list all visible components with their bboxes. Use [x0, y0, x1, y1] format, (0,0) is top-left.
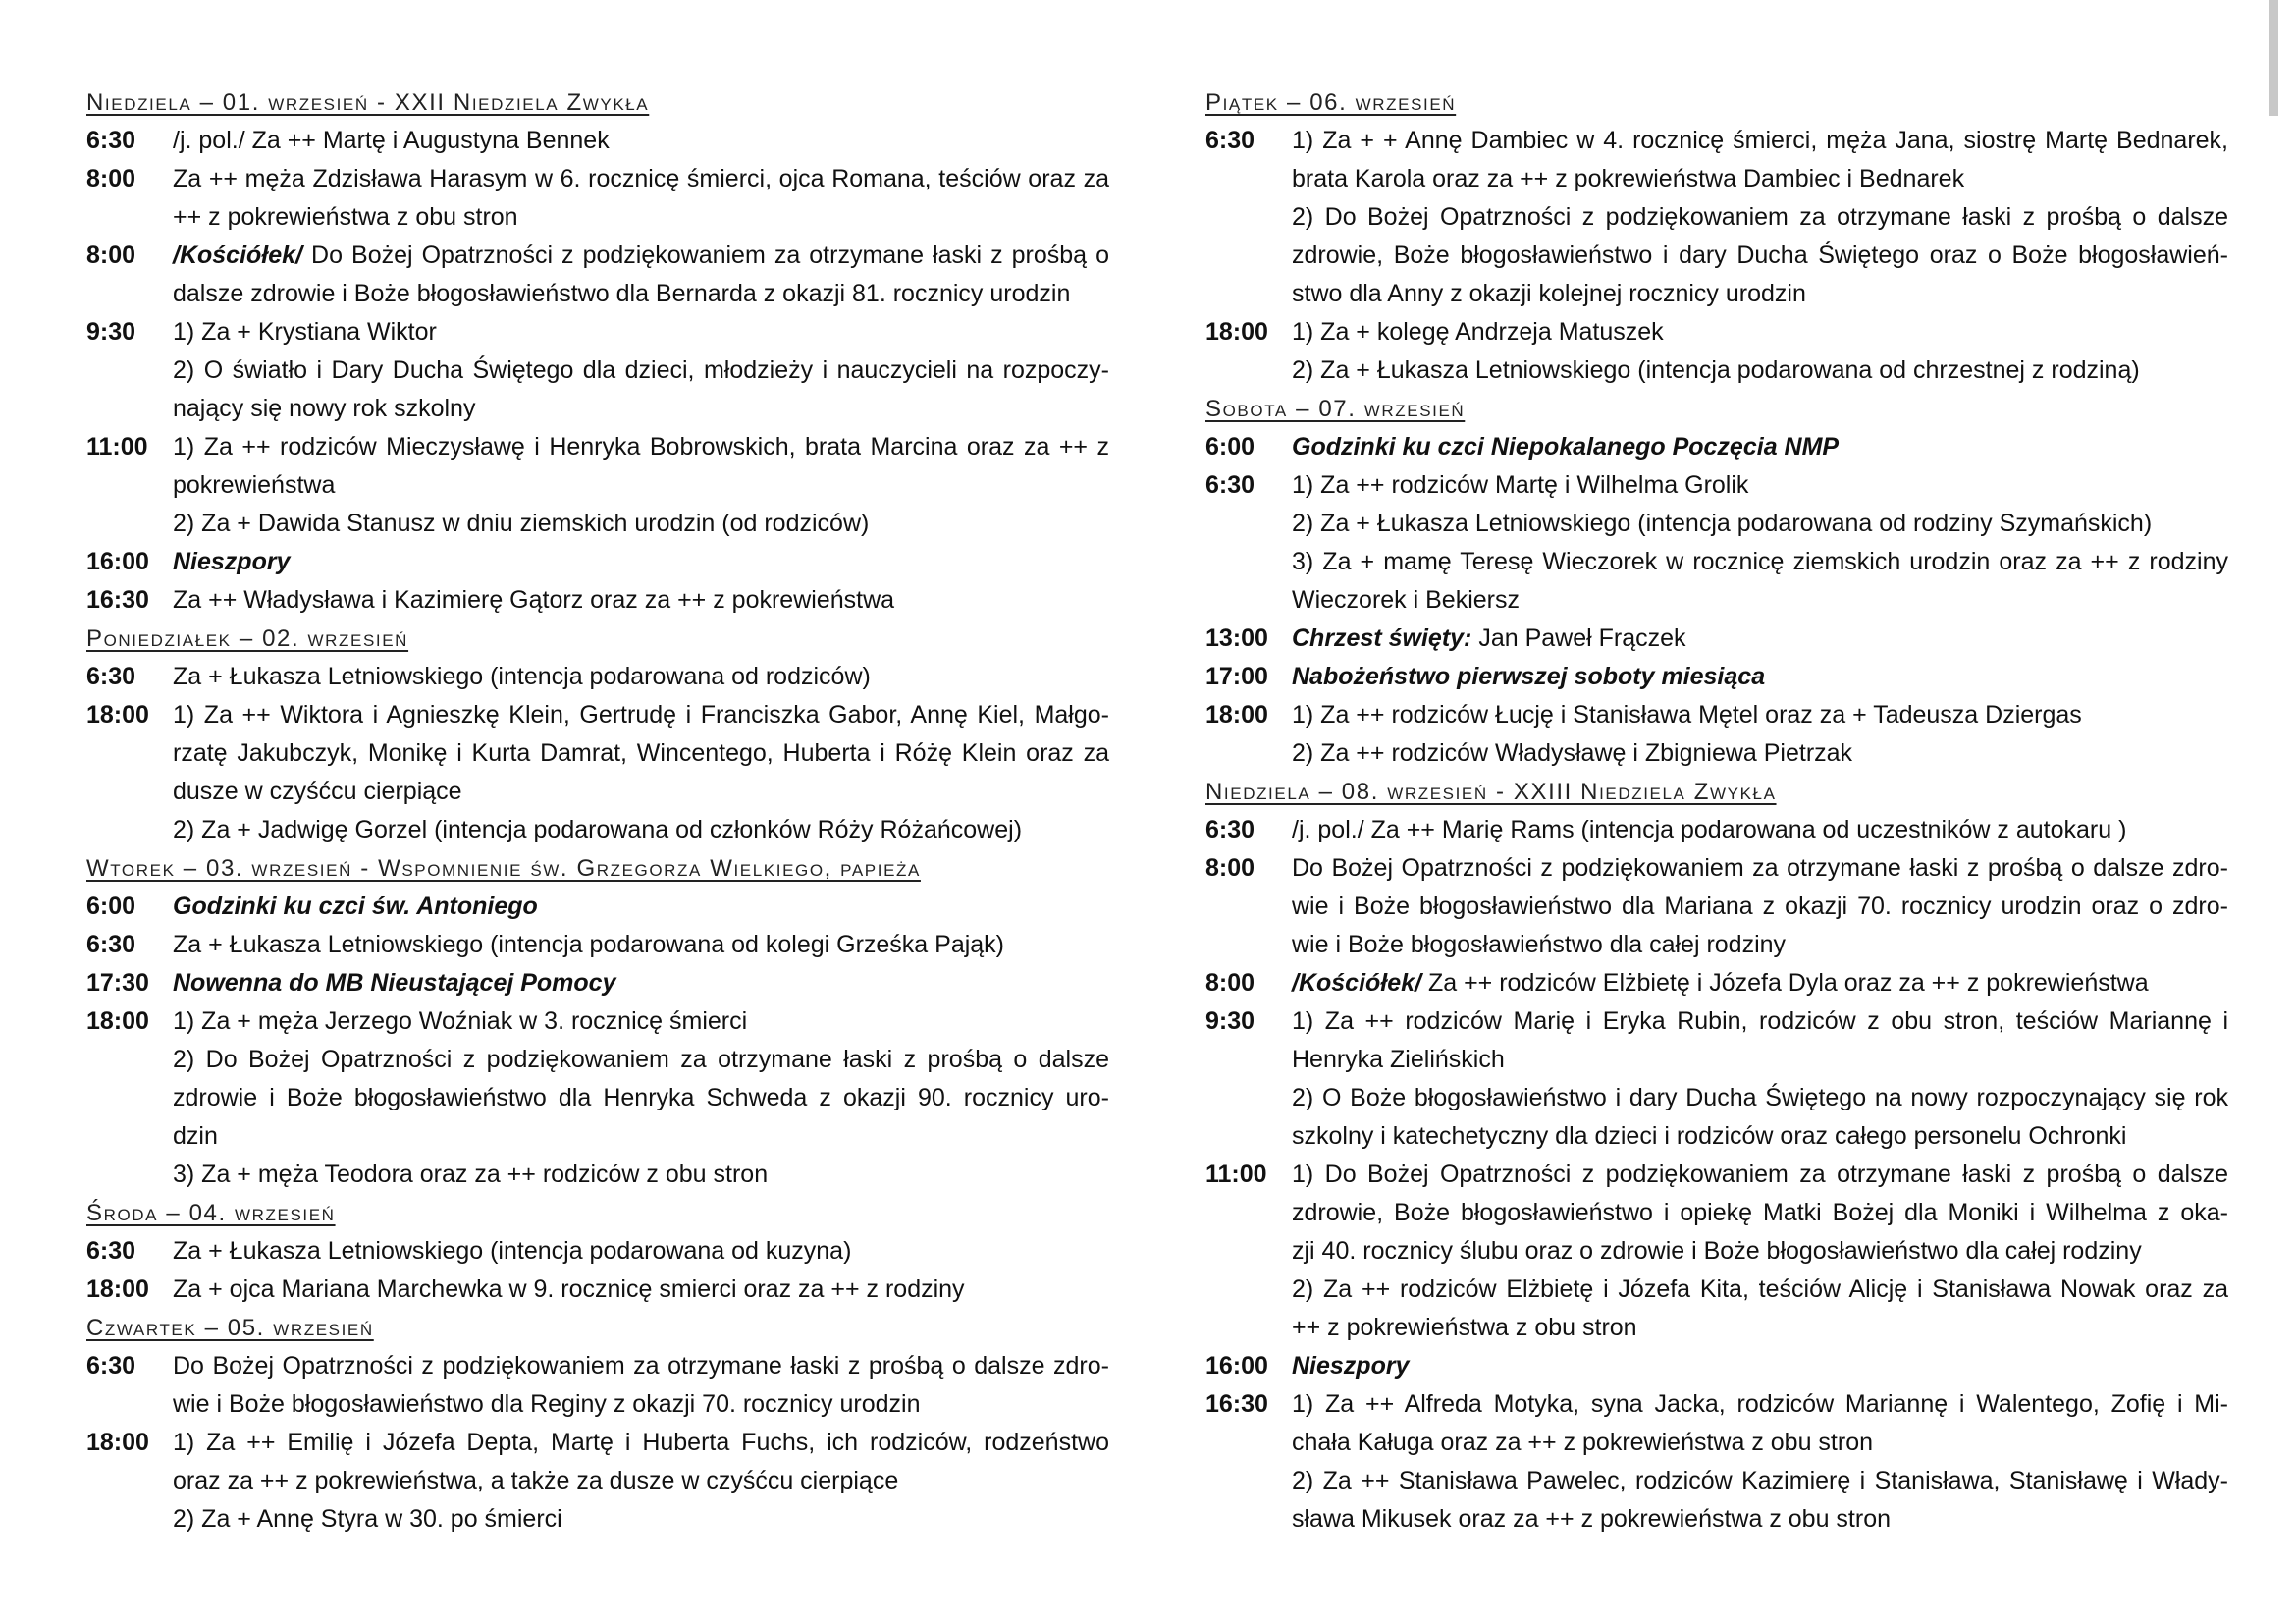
mass-intention	[1292, 620, 2228, 658]
intention-text: Jan Paweł Frączek	[1471, 624, 1686, 652]
day-heading: Piątek – 06. wrzesień	[1205, 89, 1457, 116]
intention-line	[1292, 1347, 2228, 1385]
intention-text: 1) Za ++ rodziców Martę i Wilhelma Grolik	[1292, 471, 1749, 499]
intention-text: 2) Do Bożej Opatrzności z podziękowaniem za otrzymane łaski z prośbą o dalsze	[173, 1046, 1109, 1073]
intention-line	[1292, 849, 2228, 888]
intention-text: 1) Za ++ rodziców Marię i Eryka Rubin, rodziców z obu stron, teściów Mariannę i	[1292, 1007, 2228, 1035]
intention-line	[1292, 543, 2228, 581]
intention-text: 1) Za ++ Alfreda Motyka, syna Jacka, rodziców Mariannę i Walentego, Zofię i Mi-	[1292, 1390, 2228, 1418]
intention-line	[173, 888, 1109, 926]
intention-text: 2) Za + Jadwigę Gorzel (intencja podarowana od członków Róży Różańcowej)	[173, 816, 1023, 843]
intention-text: ++ z pokrewieństwa z obu stron	[173, 203, 518, 231]
intention-line	[173, 1347, 1109, 1385]
mass-entry	[86, 237, 1109, 313]
intention-text: 2) Za + Łukasza Letniowskiego (intencja podarowana od rodziny Szymańskich)	[1292, 510, 2153, 537]
mass-time: 11:00	[86, 433, 148, 460]
mass-time: 6:30	[86, 931, 136, 958]
intention-line	[173, 1232, 1109, 1271]
mass-intention	[173, 658, 1109, 696]
intention-text: 2) Za + Dawida Stanusz w dniu ziemskich urodzin (od rodziców)	[173, 510, 870, 537]
intention-line	[173, 160, 1109, 198]
mass-time: 8:00	[86, 165, 136, 192]
mass-intention	[1292, 313, 2228, 390]
intention-line	[173, 428, 1109, 466]
left-column	[86, 83, 1109, 1539]
intention-line	[1292, 1500, 2228, 1539]
intention-text: rzatę Jakubczyk, Monikę i Kurta Damrat, Wincentego, Huberta i Różę Klein oraz za	[173, 739, 1109, 767]
mass-time: 6:00	[1205, 433, 1255, 460]
intention-line	[173, 1271, 1109, 1309]
intention-text: 1) Za + kolegę Andrzeja Matuszek	[1292, 318, 1664, 346]
mass-entry	[1205, 313, 2228, 390]
mass-time: 18:00	[86, 1007, 149, 1035]
intention-text: Za ++ męża Zdzisława Harasym w 6. rocznicę śmierci, ojca Romana, teściów oraz za	[173, 165, 1109, 192]
mass-entry	[1205, 811, 2228, 849]
intention-line	[1292, 1271, 2228, 1309]
mass-time: 6:30	[1205, 127, 1255, 154]
day-heading: Środa – 04. wrzesień	[86, 1200, 336, 1226]
intention-line	[1292, 964, 2228, 1002]
intention-text: wie i Boże błogosławieństwo dla Mariana z okazji 70. rocznicy urodzin oraz o zdro-	[1292, 893, 2228, 920]
mass-intention	[173, 237, 1109, 313]
mass-entry	[1205, 428, 2228, 466]
intention-emphasis: Godzinki ku czci św. Antoniego	[173, 893, 538, 920]
mass-time: 6:30	[1205, 471, 1255, 499]
intention-line	[173, 352, 1109, 390]
intention-line	[1292, 198, 2228, 237]
intention-line	[173, 1079, 1109, 1117]
intention-line	[173, 964, 1109, 1002]
mass-intention	[173, 1232, 1109, 1271]
intention-line	[173, 1041, 1109, 1079]
mass-intention	[173, 581, 1109, 620]
day-heading: Wtorek – 03. wrzesień - Wspomnienie św. Grzegorza Wielkiego, papieża	[86, 855, 921, 882]
intention-text: Do Bożej Opatrzności z podziękowaniem za otrzymane łaski z prośbą o	[302, 242, 1109, 269]
mass-entry	[1205, 1002, 2228, 1156]
intention-line	[1292, 1462, 2228, 1500]
intention-line	[173, 543, 1109, 581]
mass-intention	[173, 543, 1109, 581]
intention-text: wie i Boże błogosławieństwo dla całej rodziny	[1292, 931, 1787, 958]
intention-text: /j. pol./ Za ++ Marię Rams (intencja podarowana od uczestników z autokaru )	[1292, 816, 2127, 843]
mass-entry	[1205, 658, 2228, 696]
intention-line	[1292, 696, 2228, 734]
mass-entry	[1205, 620, 2228, 658]
mass-entry	[1205, 466, 2228, 620]
intention-text: Henryka Zielińskich	[1292, 1046, 1505, 1073]
intention-line	[173, 1424, 1109, 1462]
mass-intention	[173, 160, 1109, 237]
intention-line	[173, 773, 1109, 811]
mass-entry	[86, 428, 1109, 543]
mass-entry	[86, 543, 1109, 581]
intention-text: Za + Łukasza Letniowskiego (intencja podarowana od rodziców)	[173, 663, 871, 690]
intention-line	[1292, 620, 2228, 658]
mass-entry	[86, 696, 1109, 849]
intention-line	[173, 696, 1109, 734]
mass-time: 18:00	[86, 1429, 149, 1456]
mass-entry	[1205, 1347, 2228, 1385]
intention-text: zdrowie, Boże błogosławieństwo i dary Ducha Świętego oraz o Boże błogosławień-	[1292, 242, 2228, 269]
intention-text: 1) Za ++ Wiktora i Agnieszkę Klein, Gertrudę i Franciszka Gabor, Annę Kiel, Małgo-	[173, 701, 1109, 729]
intention-line	[1292, 1002, 2228, 1041]
intention-line	[173, 1156, 1109, 1194]
intention-line	[173, 505, 1109, 543]
mass-intention	[173, 964, 1109, 1002]
mass-time: 11:00	[1205, 1161, 1267, 1188]
mass-time: 6:30	[86, 1352, 136, 1380]
intention-line	[1292, 1079, 2228, 1117]
intention-emphasis: Nabożeństwo pierwszej soboty miesiąca	[1292, 663, 1766, 690]
intention-text: 1) Za + męża Jerzego Woźniak w 3. rocznicę śmierci	[173, 1007, 748, 1035]
mass-time: 18:00	[1205, 701, 1268, 729]
mass-intention	[173, 926, 1109, 964]
mass-intention	[173, 696, 1109, 849]
intention-line	[1292, 926, 2228, 964]
intention-text: 2) Do Bożej Opatrzności z podziękowaniem za otrzymane łaski z prośbą o dalsze	[1292, 203, 2228, 231]
mass-time: 16:00	[1205, 1352, 1268, 1380]
intention-text: dalsze zdrowie i Boże błogosławieństwo dla Bernarda z okazji 81. rocznicy urodzin	[173, 280, 1071, 307]
intention-line	[173, 926, 1109, 964]
mass-intention	[1292, 811, 2228, 849]
intention-text: 3) Za + mamę Teresę Wieczorek w rocznicę ziemskich urodzin oraz za ++ z rodziny	[1292, 548, 2228, 575]
intention-emphasis: Nowenna do MB Nieustającej Pomocy	[173, 969, 616, 997]
mass-time: 16:30	[86, 586, 149, 614]
mass-intention	[1292, 1385, 2228, 1539]
intention-line	[1292, 466, 2228, 505]
mass-entry	[86, 964, 1109, 1002]
mass-intention	[1292, 466, 2228, 620]
intention-emphasis: Godzinki ku czci Niepokalanego Poczęcia NMP	[1292, 433, 1840, 460]
mass-entry	[1205, 696, 2228, 773]
mass-entry	[86, 1002, 1109, 1194]
intention-line	[173, 313, 1109, 352]
intention-line	[173, 237, 1109, 275]
mass-intention	[173, 428, 1109, 543]
intention-line	[1292, 1309, 2228, 1347]
mass-time: 6:30	[86, 663, 136, 690]
mass-intention	[1292, 1156, 2228, 1347]
intention-line	[1292, 237, 2228, 275]
intention-text: Do Bożej Opatrzności z podziękowaniem za otrzymane łaski z prośbą o dalsze zdro-	[173, 1352, 1109, 1380]
intention-line	[1292, 658, 2228, 696]
mass-entry	[1205, 1156, 2228, 1347]
intention-line	[173, 1002, 1109, 1041]
intention-text: chała Kaługa oraz za ++ z pokrewieństwa z obu stron	[1292, 1429, 1874, 1456]
intention-line	[173, 1117, 1109, 1156]
intention-text: nający się nowy rok szkolny	[173, 395, 476, 422]
intention-text: /j. pol./ Za ++ Martę i Augustyna Bennek	[173, 127, 610, 154]
intention-text: 2) O Boże błogosławieństwo i dary Ducha Świętego na nowy rozpoczynający się rok	[1292, 1084, 2228, 1111]
mass-time: 8:00	[1205, 854, 1255, 882]
scrollbar-thumb[interactable]	[2269, 0, 2278, 116]
intention-text: zdrowie i Boże błogosławieństwo dla Henryka Schweda z okazji 90. rocznicy uro-	[173, 1084, 1109, 1111]
intention-line	[1292, 160, 2228, 198]
intention-line	[1292, 1117, 2228, 1156]
intention-text: dzin	[173, 1122, 218, 1150]
intention-line	[173, 390, 1109, 428]
intention-emphasis: Chrzest święty:	[1292, 624, 1472, 652]
intention-emphasis: Nieszpory	[173, 548, 291, 575]
intention-line	[173, 198, 1109, 237]
intention-line	[1292, 581, 2228, 620]
mass-entry	[1205, 849, 2228, 964]
intention-text: wie i Boże błogosławieństwo dla Reginy z okazji 70. rocznicy urodzin	[173, 1390, 921, 1418]
intention-line	[173, 1500, 1109, 1539]
mass-entry	[86, 658, 1109, 696]
mass-time: 6:00	[86, 893, 136, 920]
mass-entry	[86, 122, 1109, 160]
mass-time: 8:00	[86, 242, 136, 269]
mass-time: 16:00	[86, 548, 149, 575]
intention-text: zdrowie, Boże błogosławieństwo i opiekę Matki Bożej dla Moniki i Wilhelma z oka-	[1292, 1199, 2228, 1226]
mass-intention	[173, 1002, 1109, 1194]
mass-entry	[86, 313, 1109, 428]
intention-line	[1292, 734, 2228, 773]
intention-line	[173, 466, 1109, 505]
intention-line	[1292, 352, 2228, 390]
intention-text: 1) Za + + Annę Dambiec w 4. rocznicę śmierci, męża Jana, siostrę Martę Bednarek,	[1292, 127, 2228, 154]
intention-text: 3) Za + męża Teodora oraz za ++ rodziców z obu stron	[173, 1161, 769, 1188]
intention-line	[1292, 1041, 2228, 1079]
intention-line	[1292, 275, 2228, 313]
mass-entry	[86, 1271, 1109, 1309]
mass-intention	[1292, 964, 2228, 1002]
mass-time: 6:30	[86, 127, 136, 154]
intention-text: stwo dla Anny z okazji kolejnej rocznicy urodzin	[1292, 280, 1806, 307]
intention-line	[1292, 811, 2228, 849]
mass-intention	[173, 313, 1109, 428]
intention-text: pokrewieństwa	[173, 471, 336, 499]
mass-time: 18:00	[86, 1275, 149, 1303]
intention-text: Za + Łukasza Letniowskiego (intencja podarowana od kolegi Grześka Pająk)	[173, 931, 1005, 958]
intention-line	[1292, 888, 2228, 926]
mass-intention	[1292, 658, 2228, 696]
mass-intention	[173, 122, 1109, 160]
mass-entry	[86, 160, 1109, 237]
mass-intention	[1292, 1002, 2228, 1156]
intention-text: 1) Za + Krystiana Wiktor	[173, 318, 437, 346]
intention-text: 1) Za ++ Emilię i Józefa Depta, Martę i Huberta Fuchs, ich rodziców, rodzeństwo	[173, 1429, 1109, 1456]
intention-text: ++ z pokrewieństwa z obu stron	[1292, 1314, 1637, 1341]
intention-text: brata Karola oraz za ++ z pokrewieństwa Dambiec i Bednarek	[1292, 165, 1965, 192]
mass-entry	[1205, 964, 2228, 1002]
day-heading: Niedziela – 01. wrzesień - XXII Niedziela Zwykła	[86, 89, 650, 116]
mass-time: 16:30	[1205, 1390, 1268, 1418]
intention-line	[1292, 122, 2228, 160]
mass-time: 8:00	[1205, 969, 1255, 997]
mass-entry	[1205, 122, 2228, 313]
intention-text: 2) Za ++ Stanisława Pawelec, rodziców Kazimierę i Stanisława, Stanisławę i Włady-	[1292, 1467, 2228, 1494]
intention-text: 2) Za + Łukasza Letniowskiego (intencja podarowana od chrzestnej z rodziną)	[1292, 356, 2140, 384]
intention-line	[1292, 1232, 2228, 1271]
mass-entry	[86, 888, 1109, 926]
intention-text: zji 40. rocznicy ślubu oraz o zdrowie i Boże błogosławieństwo dla całej rodziny	[1292, 1237, 2142, 1265]
intention-line	[1292, 428, 2228, 466]
mass-entry	[86, 926, 1109, 964]
mass-time: 18:00	[86, 701, 149, 729]
mass-intention	[173, 888, 1109, 926]
intention-text: Za ++ Władysława i Kazimierę Gątorz oraz za ++ z pokrewieństwa	[173, 586, 895, 614]
intention-text: 1) Do Bożej Opatrzności z podziękowaniem za otrzymane łaski z prośbą o dalsze	[1292, 1161, 2228, 1188]
mass-intention	[1292, 696, 2228, 773]
intention-text: Za ++ rodziców Elżbietę i Józefa Dyla oraz za ++ z pokrewieństwa	[1421, 969, 2149, 997]
mass-time: 13:00	[1205, 624, 1268, 652]
intention-line	[173, 811, 1109, 849]
intention-line	[173, 1385, 1109, 1424]
intention-line	[173, 122, 1109, 160]
mass-intention	[1292, 428, 2228, 466]
intention-text: 1) Za ++ rodziców Łucję i Stanisława Mętel oraz za + Tadeusza Dziergas	[1292, 701, 2082, 729]
mass-intention	[173, 1424, 1109, 1539]
intention-line	[1292, 1156, 2228, 1194]
mass-intention	[173, 1271, 1109, 1309]
intention-emphasis: Nieszpory	[1292, 1352, 1410, 1380]
intention-line	[173, 581, 1109, 620]
intention-text: 1) Za ++ rodziców Mieczysławę i Henryka Bobrowskich, brata Marcina oraz za ++ z	[173, 433, 1109, 460]
intention-text: sława Mikusek oraz za ++ z pokrewieństwa z obu stron	[1292, 1505, 1891, 1533]
mass-entry	[86, 581, 1109, 620]
mass-entry	[86, 1232, 1109, 1271]
intention-line	[1292, 313, 2228, 352]
mass-time: 17:00	[1205, 663, 1268, 690]
mass-time: 9:30	[1205, 1007, 1255, 1035]
mass-time: 6:30	[1205, 816, 1255, 843]
mass-entry	[86, 1347, 1109, 1424]
intention-text: dusze w czyśćcu cierpiące	[173, 778, 462, 805]
day-heading: Poniedziałek – 02. wrzesień	[86, 625, 409, 652]
mass-intention	[1292, 122, 2228, 313]
intention-text: Za + Łukasza Letniowskiego (intencja podarowana od kuzyna)	[173, 1237, 852, 1265]
intention-text: Do Bożej Opatrzności z podziękowaniem za otrzymane łaski z prośbą o dalsze zdro-	[1292, 854, 2228, 882]
intention-text: 2) Za ++ rodziców Władysławę i Zbigniewa Pietrzak	[1292, 739, 1853, 767]
mass-intention	[173, 1347, 1109, 1424]
intention-emphasis: /Kościółek/	[1292, 969, 1421, 997]
intention-line	[173, 1462, 1109, 1500]
intention-line	[173, 275, 1109, 313]
right-column	[1205, 83, 2228, 1539]
mass-time: 18:00	[1205, 318, 1268, 346]
mass-intention	[1292, 1347, 2228, 1385]
intention-text: 2) Za ++ rodziców Elżbietę i Józefa Kita, teściów Alicję i Stanisława Nowak oraz za	[1292, 1275, 2228, 1303]
intention-line	[1292, 1424, 2228, 1462]
intention-emphasis: /Kościółek/	[173, 242, 302, 269]
day-heading: Niedziela – 08. wrzesień - XXIII Niedziela Zwykła	[1205, 779, 1777, 805]
intention-text: oraz za ++ z pokrewieństwa, a także za dusze w czyśćcu cierpiące	[173, 1467, 899, 1494]
intention-line	[173, 658, 1109, 696]
intention-line	[173, 734, 1109, 773]
intention-text: Wieczorek i Bekiersz	[1292, 586, 1520, 614]
mass-intention	[1292, 849, 2228, 964]
mass-time: 6:30	[86, 1237, 136, 1265]
mass-entry	[86, 1424, 1109, 1539]
intention-line	[1292, 1385, 2228, 1424]
mass-time: 9:30	[86, 318, 136, 346]
intention-text: 2) O światło i Dary Ducha Świętego dla dzieci, młodzieży i nauczycieli na rozpoczy-	[173, 356, 1109, 384]
intention-line	[1292, 505, 2228, 543]
intention-text: szkolny i katechetyczny dla dzieci i rodziców oraz całego personelu Ochronki	[1292, 1122, 2127, 1150]
day-heading: Czwartek – 05. wrzesień	[86, 1315, 374, 1341]
intention-line	[1292, 1194, 2228, 1232]
mass-entry	[1205, 1385, 2228, 1539]
day-heading: Sobota – 07. wrzesień	[1205, 396, 1466, 422]
intention-text: 2) Za + Annę Styra w 30. po śmierci	[173, 1505, 562, 1533]
intention-text: Za + ojca Mariana Marchewka w 9. rocznicę smierci oraz za ++ z rodziny	[173, 1275, 965, 1303]
mass-time: 17:30	[86, 969, 149, 997]
